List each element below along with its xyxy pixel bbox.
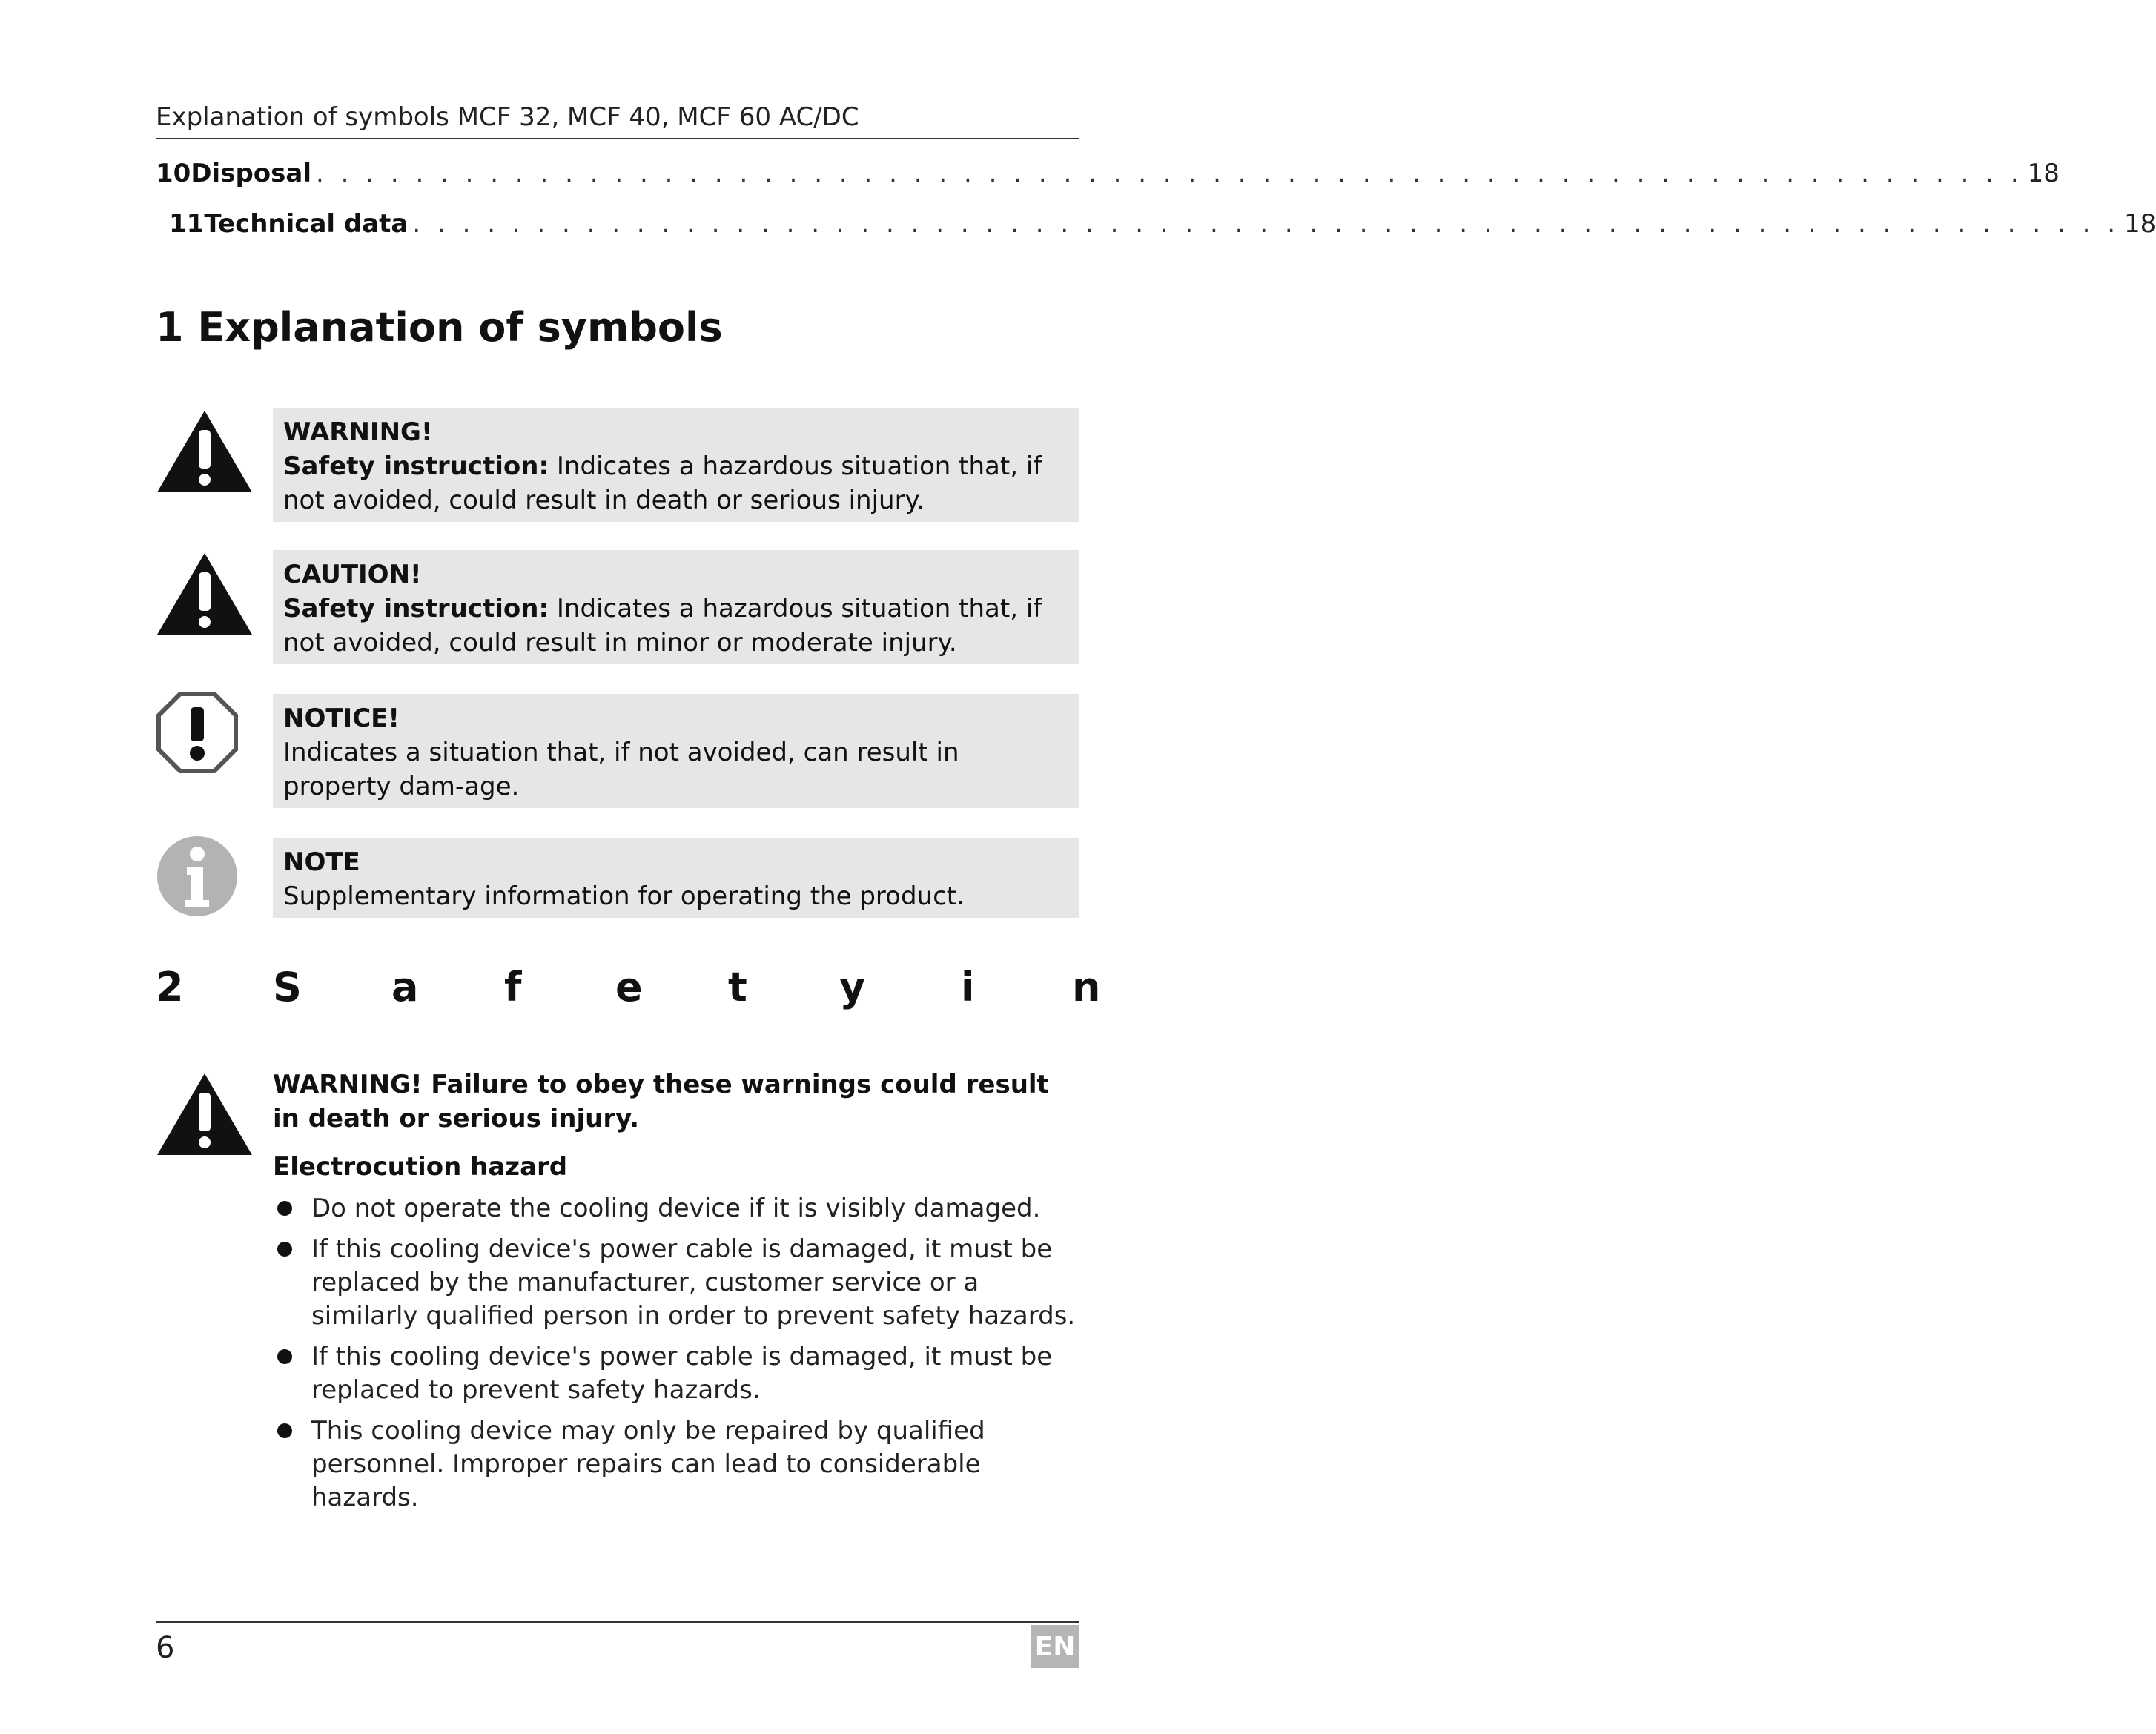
section-heading: 1 Explanation of symbols [156,304,723,351]
heading-char: S [273,964,302,1010]
heading-char: t [728,964,747,1010]
caution-triangle-icon [156,550,254,639]
box-text: Supplementary information for operating the product. [283,881,965,911]
toc-row[interactable] [156,159,2060,196]
toc-row[interactable] [156,209,2156,246]
heading-char: f [504,964,522,1010]
box-text: Safety instruction: Indicates a hazardous situation that, if not avoided, could result in minor or moderate injury. [283,594,1042,658]
header-divider [156,138,1079,139]
heading-char: i [961,964,975,1010]
list-item: If this cooling device's power cable is damaged, it must be replaced by the manufacturer, customer service or a similarly qualified person in order to prevent safety hazards. [273,1233,1088,1333]
note-box [273,838,1079,918]
bullet-icon [277,1242,292,1257]
warning-triangle-icon [156,1070,254,1159]
box-text: Safety instruction: Indicates a hazardous situation that, if not avoided, could result in death or serious injury. [283,451,1042,515]
section-heading-2 [156,964,1194,1010]
box-title: NOTE [283,847,360,877]
heading-char: a [391,964,419,1010]
toc-title: Technical data [204,209,409,239]
page-header-title: Explanation of symbols MCF 32, MCF 40, MCF 60 AC/DC [156,102,859,132]
page-number: 6 [156,1631,175,1665]
list-item: If this cooling device's power cable is damaged, it must be replaced to prevent safety hazards. [273,1340,1088,1407]
toc-number: 10 [156,159,191,188]
info-circle-icon [156,835,239,918]
notice-box [273,694,1079,808]
warning-box [273,408,1079,522]
toc-leader: . . . . . . . . . . . . . . . . . . . . . . . . . . . . . . . . . . . . . . . . . . . . . . . . . . . . . . . . . . . . . . . . . . . . . [412,209,2120,239]
toc-number: 11 [169,209,205,239]
toc-page: 18 [2124,209,2156,239]
box-title: WARNING! [283,417,433,447]
safety-warning-text: WARNING! Failure to obey these warnings could result in death or serious injury. [273,1070,1049,1134]
heading-char: 2 [156,964,184,1010]
electrocution-subheading: Electrocution hazard [273,1152,568,1182]
caution-box [273,550,1079,664]
toc-title: Disposal [191,159,311,188]
heading-char: y [839,964,866,1010]
notice-octagon-icon [156,691,239,774]
list-item: This cooling device may only be repaired by qualified personnel. Improper repairs can lead to considerable hazards. [273,1414,1088,1515]
box-title: NOTICE! [283,704,400,733]
footer-divider [156,1621,1079,1623]
bullet-icon [277,1349,292,1364]
list-item: Do not operate the cooling device if it is visibly damaged. [273,1192,1088,1225]
bullet-icon [277,1423,292,1438]
bullet-icon [277,1201,292,1216]
heading-char: n [1072,964,1101,1010]
safety-bullet-list [273,1192,1088,1522]
toc-page: 18 [2027,159,2060,188]
warning-triangle-icon [156,408,254,497]
language-badge: EN [1031,1625,1079,1668]
heading-char: e [615,964,643,1010]
box-text: Indicates a situation that, if not avoided, can result in property dam-age. [283,738,959,801]
box-title: CAUTION! [283,560,422,589]
toc-leader: . . . . . . . . . . . . . . . . . . . . . . . . . . . . . . . . . . . . . . . . . . . . . . . . . . . . . . . . . . . . . . . . . . . . . [315,159,2023,188]
